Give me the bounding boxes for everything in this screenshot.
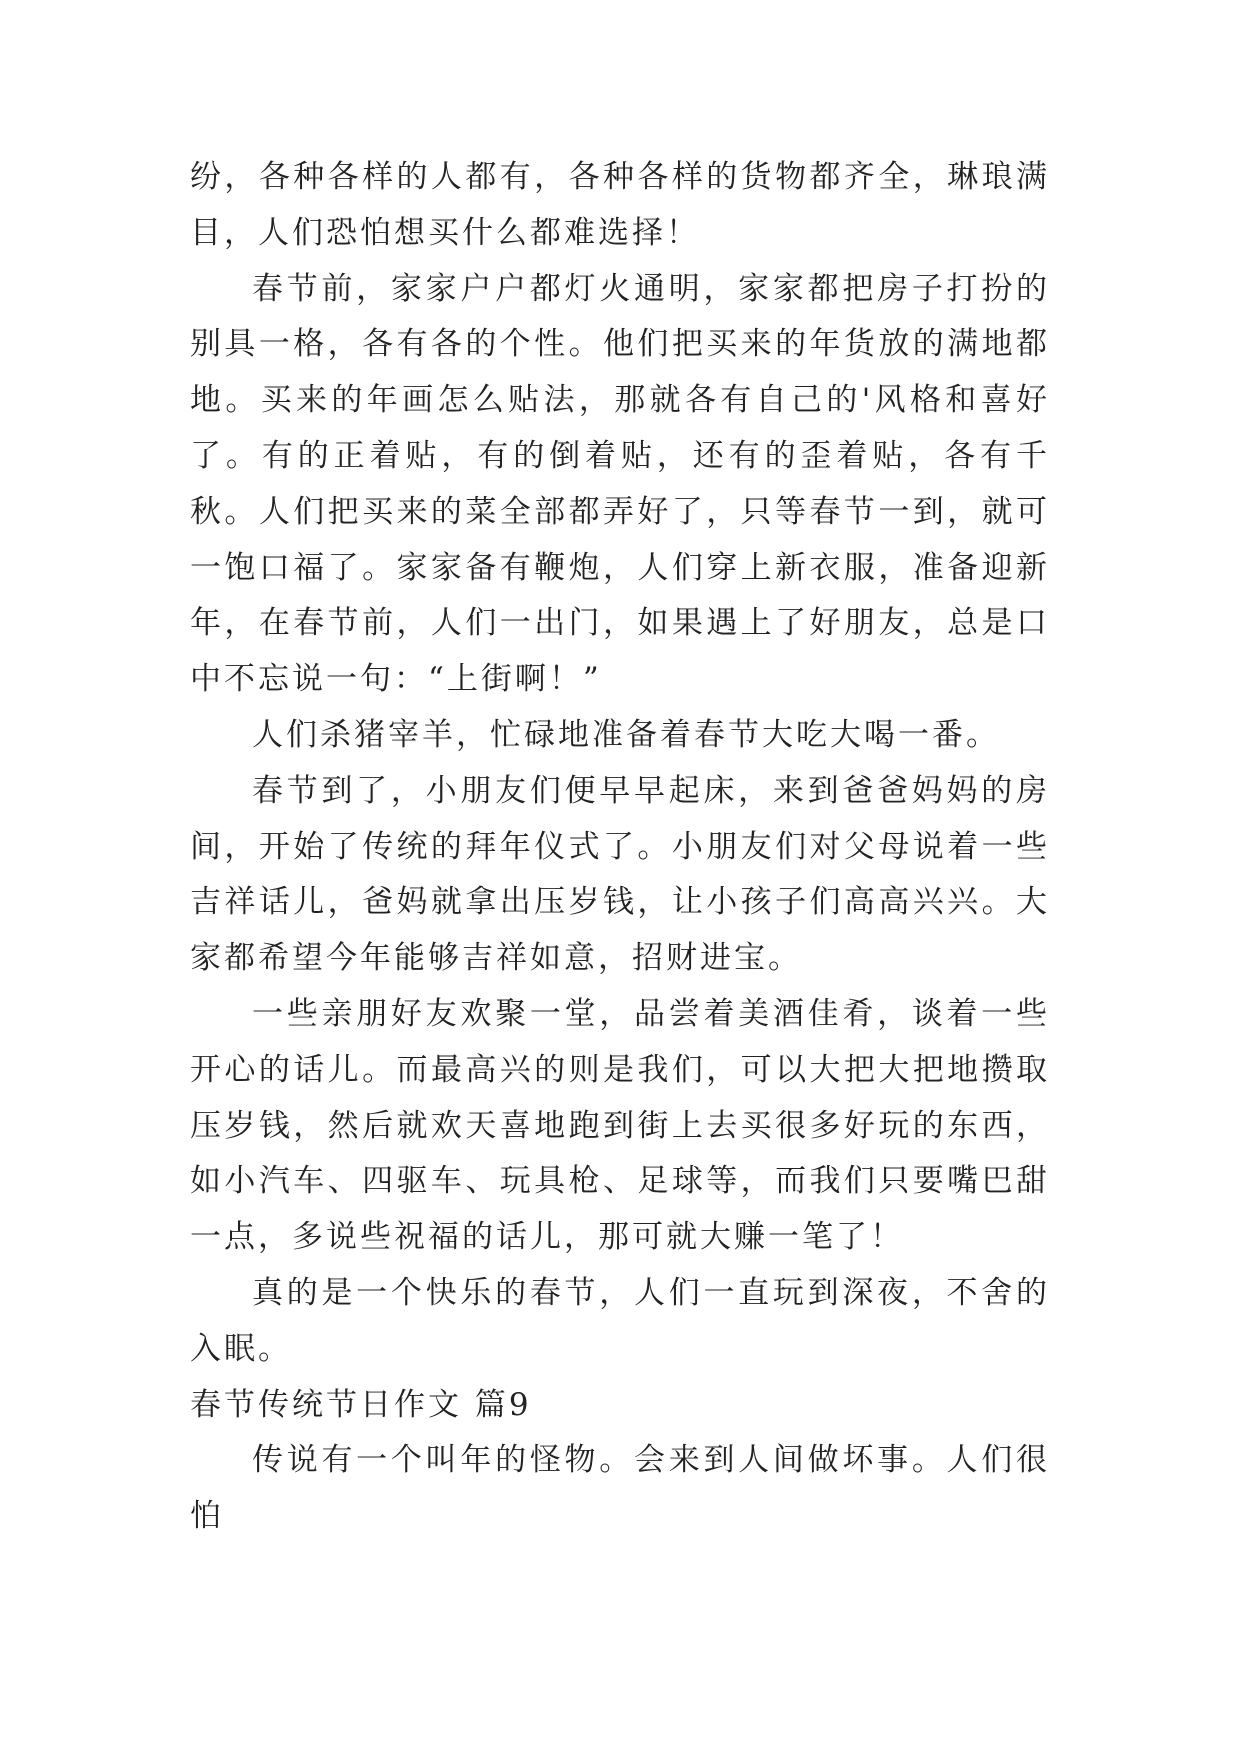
paragraph-preparation: 人们杀猪宰羊，忙碌地准备着春节大吃大喝一番。 — [252, 716, 1000, 753]
paragraph-legend: 传说有一个叫年的怪物。会来到人间做坏事。人们很怕 — [190, 1442, 1050, 1535]
paragraph-festival-arrives: 春节到了，小朋友们便早早起床，来到爸爸妈妈的房间，开始了传统的拜年仪式了。小朋友们对父母说着一些吉祥话儿，爸妈就拿出压岁钱，让小孩子们高高兴兴。大家都希望今年能够吉祥如意，招财进宝。 — [190, 772, 1050, 977]
paragraph-continued: 纷，各种各样的人都有，各种各样的货物都齐全，琳琅满目，人们恐怕想买什么都难选择！ — [190, 159, 1050, 251]
paragraph-conclusion: 真的是一个快乐的春节，人们一直玩到深夜，不舍的入眠。 — [190, 1274, 1050, 1367]
paragraph-gathering: 一些亲朋好友欢聚一堂，品尝着美酒佳肴，谈着一些开心的话儿。而最高兴的则是我们，可以大把大把地攒取压岁钱，然后就欢天喜地跑到街上去买很多好玩的东西，如小汽车、四驱车、玩具枪、足球等，而我们只要嘴巴甜一点，多说些祝福的话儿，那可就大赚一笔了！ — [190, 995, 1050, 1256]
document-page — [190, 150, 1050, 1545]
section-heading: 春节传统节日作文 篇9 — [190, 1386, 532, 1423]
paragraph-before-festival: 春节前，家家户户都灯火通明，家家都把房子打扮的别具一格，各有各的个性。他们把买来的年货放的满地都地。买来的年画怎么贴法，那就各有自己的'风格和喜好了。有的正着贴，有的倒着贴，还有的歪着贴，各有千秋。人们把买来的菜全部都弄好了，只等春节一到，就可一饱口福了。家家备有鞭炮，人们穿上新衣服，准备迎新年，在春节前，人们一出门，如果遇上了好朋友，总是口中不忘说一句：“上街啊！” — [190, 270, 1050, 698]
